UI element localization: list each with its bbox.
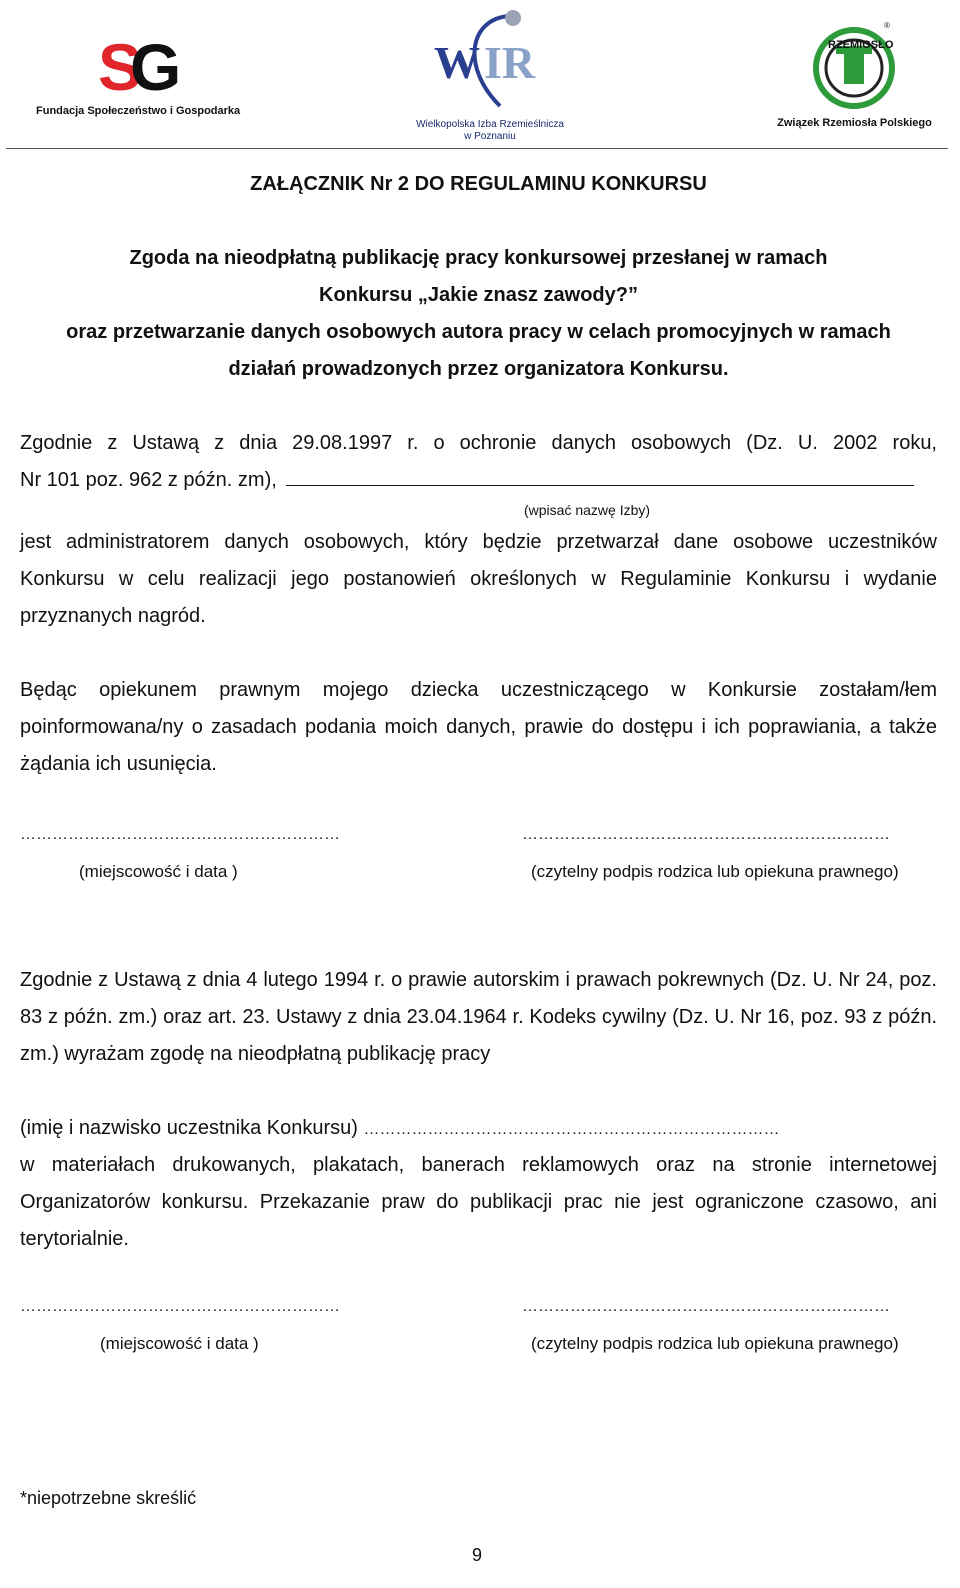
signature-caption-2: (czytelny podpis rodzica lub opiekuna prawnego) [531, 1334, 899, 1353]
paragraph-1-line-2-text: Nr 101 poz. 962 z późn. zm), [20, 469, 277, 491]
footnote: *niepotrzebne skreślić [20, 1488, 197, 1508]
place-date-caption-2: (miejscowość i data ) [100, 1334, 259, 1353]
wir-caption-1: Wielkopolska Izba Rzemieślnicza [416, 119, 564, 130]
participant-name-row [20, 1110, 937, 1148]
signature-line-2[interactable]: …………………………………………………………… [522, 1298, 890, 1315]
svg-text:®: ® [884, 21, 890, 30]
rzemioslo-logo [772, 20, 937, 112]
wir-logo [400, 6, 580, 114]
rzemioslo-logo-block [772, 20, 937, 129]
svg-text:W: W [434, 37, 480, 88]
svg-text:G: G [130, 30, 182, 100]
paragraph-3: Będąc opiekunem prawnym mojego dziecka uczestniczącego w Konkursie zostałam/łem poinformowana/ny o zasadach podania moich danych, prawie do dostępu i ich poprawiania, a także żądania ich usunięcia. [20, 679, 937, 775]
svg-text:S: S [98, 30, 137, 100]
paragraph-1-line-2 [20, 462, 937, 499]
participant-name-label: (imię i nazwisko uczestnika Konkursu) [20, 1117, 358, 1139]
fill-hint: (wpisać nazwę Izby) [524, 502, 651, 518]
page-number: 9 [472, 1545, 483, 1565]
page-header [0, 0, 960, 150]
subtitle-line-1: Zgoda na nieodpłatną publikację pracy konkursowej przesłanej w ramach [129, 247, 828, 269]
subtitle-line-2: Konkursu „Jakie znasz zawody?” [319, 284, 638, 306]
subtitle-line-4: działań prowadzonych przez organizatora Konkursu. [228, 358, 729, 380]
header-divider [6, 148, 948, 149]
svg-text:RZEMIOSŁO: RZEMIOSŁO [828, 39, 894, 51]
svg-text:IR: IR [484, 37, 536, 88]
subtitle-line-3: oraz przetwarzanie danych osobowych autora pracy w celach promocyjnych w ramach [66, 321, 891, 343]
signature-caption-1: (czytelny podpis rodzica lub opiekuna prawnego) [531, 862, 899, 881]
sg-logo-block [36, 20, 241, 117]
rzemioslo-caption: Związek Rzemiosła Polskiego [777, 117, 932, 129]
participant-name-field[interactable]: …………………………………………………………………… [363, 1121, 780, 1138]
document-title: ZAŁĄCZNIK Nr 2 DO REGULAMINU KONKURSU [250, 173, 707, 195]
paragraph-5: w materiałach drukowanych, plakatach, banerach reklamowych oraz na stronie internetowej Organizatorów konkursu. Przekazanie praw do publikacji prac nie jest ograniczone czasowo, ani terytorialnie. [20, 1154, 937, 1250]
wir-caption-2: w Poznaniu [464, 131, 516, 142]
place-date-line-2[interactable]: …………………………………………………… [20, 1298, 340, 1315]
place-date-line-1[interactable]: …………………………………………………… [20, 826, 340, 843]
wir-logo-block [400, 6, 580, 143]
paragraph-2: jest administratorem danych osobowych, który będzie przetwarzał dane osobowe uczestników Konkursu w celu realizacji jego postanowień określonych w Regulaminie Konkursu i wydanie przyznanych nagród. [20, 531, 937, 627]
signature-line-1[interactable]: …………………………………………………………… [522, 826, 890, 843]
sg-caption: Fundacja Społeczeństwo i Gospodarka [36, 105, 241, 117]
paragraph-4: Zgodnie z Ustawą z dnia 4 lutego 1994 r. o prawie autorskim i prawach pokrewnych (Dz. U. Nr 24, poz. 83 z późn. zm.) oraz art. 23. Ustawy z dnia 23.04.1964 r. Kodeks cywilny (Dz. U. Nr 16, poz. 93 z późn. zm.) wyrażam zgodę na nieodpłatną publikację pracy [20, 969, 937, 1065]
paragraph-1-line-1: Zgodnie z Ustawą z dnia 29.08.1997 r. o ochronie danych osobowych (Dz. U. 2002 roku, [20, 432, 937, 454]
place-date-caption-1: (miejscowość i data ) [79, 862, 238, 881]
organizer-name-field[interactable] [286, 465, 914, 486]
sg-logo [36, 20, 236, 100]
